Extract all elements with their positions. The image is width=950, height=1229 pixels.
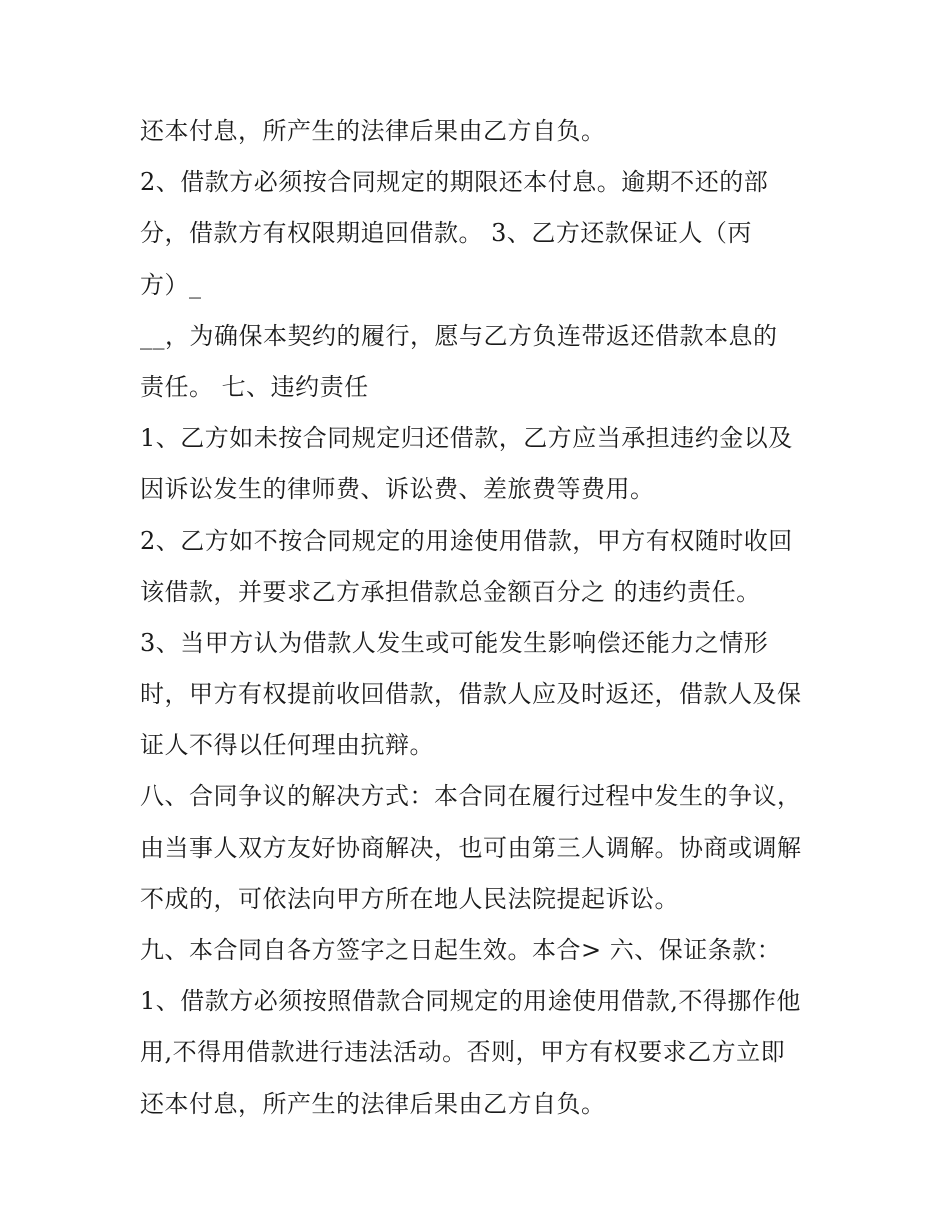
text-line: 2、借款方必须按合同规定的期限还本付息。逾期不还的部 <box>140 168 769 197</box>
text-line: 九、本合同自各方签字之日起生效。本合> 六、保证条款： <box>140 936 782 964</box>
text-line: 责任。 七、违约责任 <box>140 372 369 401</box>
text-line: 2、乙方如不按合同规定的用途使用借款，甲方有权随时收回 <box>140 526 793 555</box>
text-line: 还本付息，所产生的法律后果由乙方自负。 <box>140 1089 606 1118</box>
contract-text-body <box>140 106 840 1130</box>
text-line: 八、合同争议的解决方式：本合同在履行过程中发生的争议， <box>140 782 802 811</box>
text-line: 用,不得用借款进行违法活动。否则，甲方有权要求乙方立即 <box>140 1038 786 1067</box>
text-line: 不成的，可依法向甲方所在地人民法院提起诉讼。 <box>140 884 679 913</box>
text-line: 因诉讼发生的律师费、诉讼费、差旅费等费用。 <box>140 475 655 504</box>
text-line: 还本付息，所产生的法律后果由乙方自负。 <box>140 117 606 145</box>
text-line: 1、乙方如未按合同规定归还借款，乙方应当承担违约金以及 <box>140 424 793 453</box>
text-line: 时，甲方有权提前收回借款，借款人应及时返还，借款人及保 <box>140 680 802 709</box>
text-line: 分，借款方有权限期追回借款。 3、乙方还款保证人（丙 <box>140 219 752 248</box>
text-line: __，为确保本契约的履行，愿与乙方负连带返还借款本息的 <box>140 321 778 350</box>
text-line: 由当事人双方友好协商解决，也可由第三人调解。协商或调解 <box>140 833 802 862</box>
text-line: 方）_ <box>140 270 202 299</box>
text-line: 证人不得以任何理由抗辩。 <box>140 731 434 760</box>
text-line: 该借款，并要求乙方承担借款总金额百分之 的违约责任。 <box>140 577 761 606</box>
text-line: 3、当甲方认为借款人发生或可能发生影响偿还能力之情形 <box>140 628 769 657</box>
text-line: 1、借款方必须按照借款合同规定的用途使用借款,不得挪作他 <box>140 987 801 1016</box>
